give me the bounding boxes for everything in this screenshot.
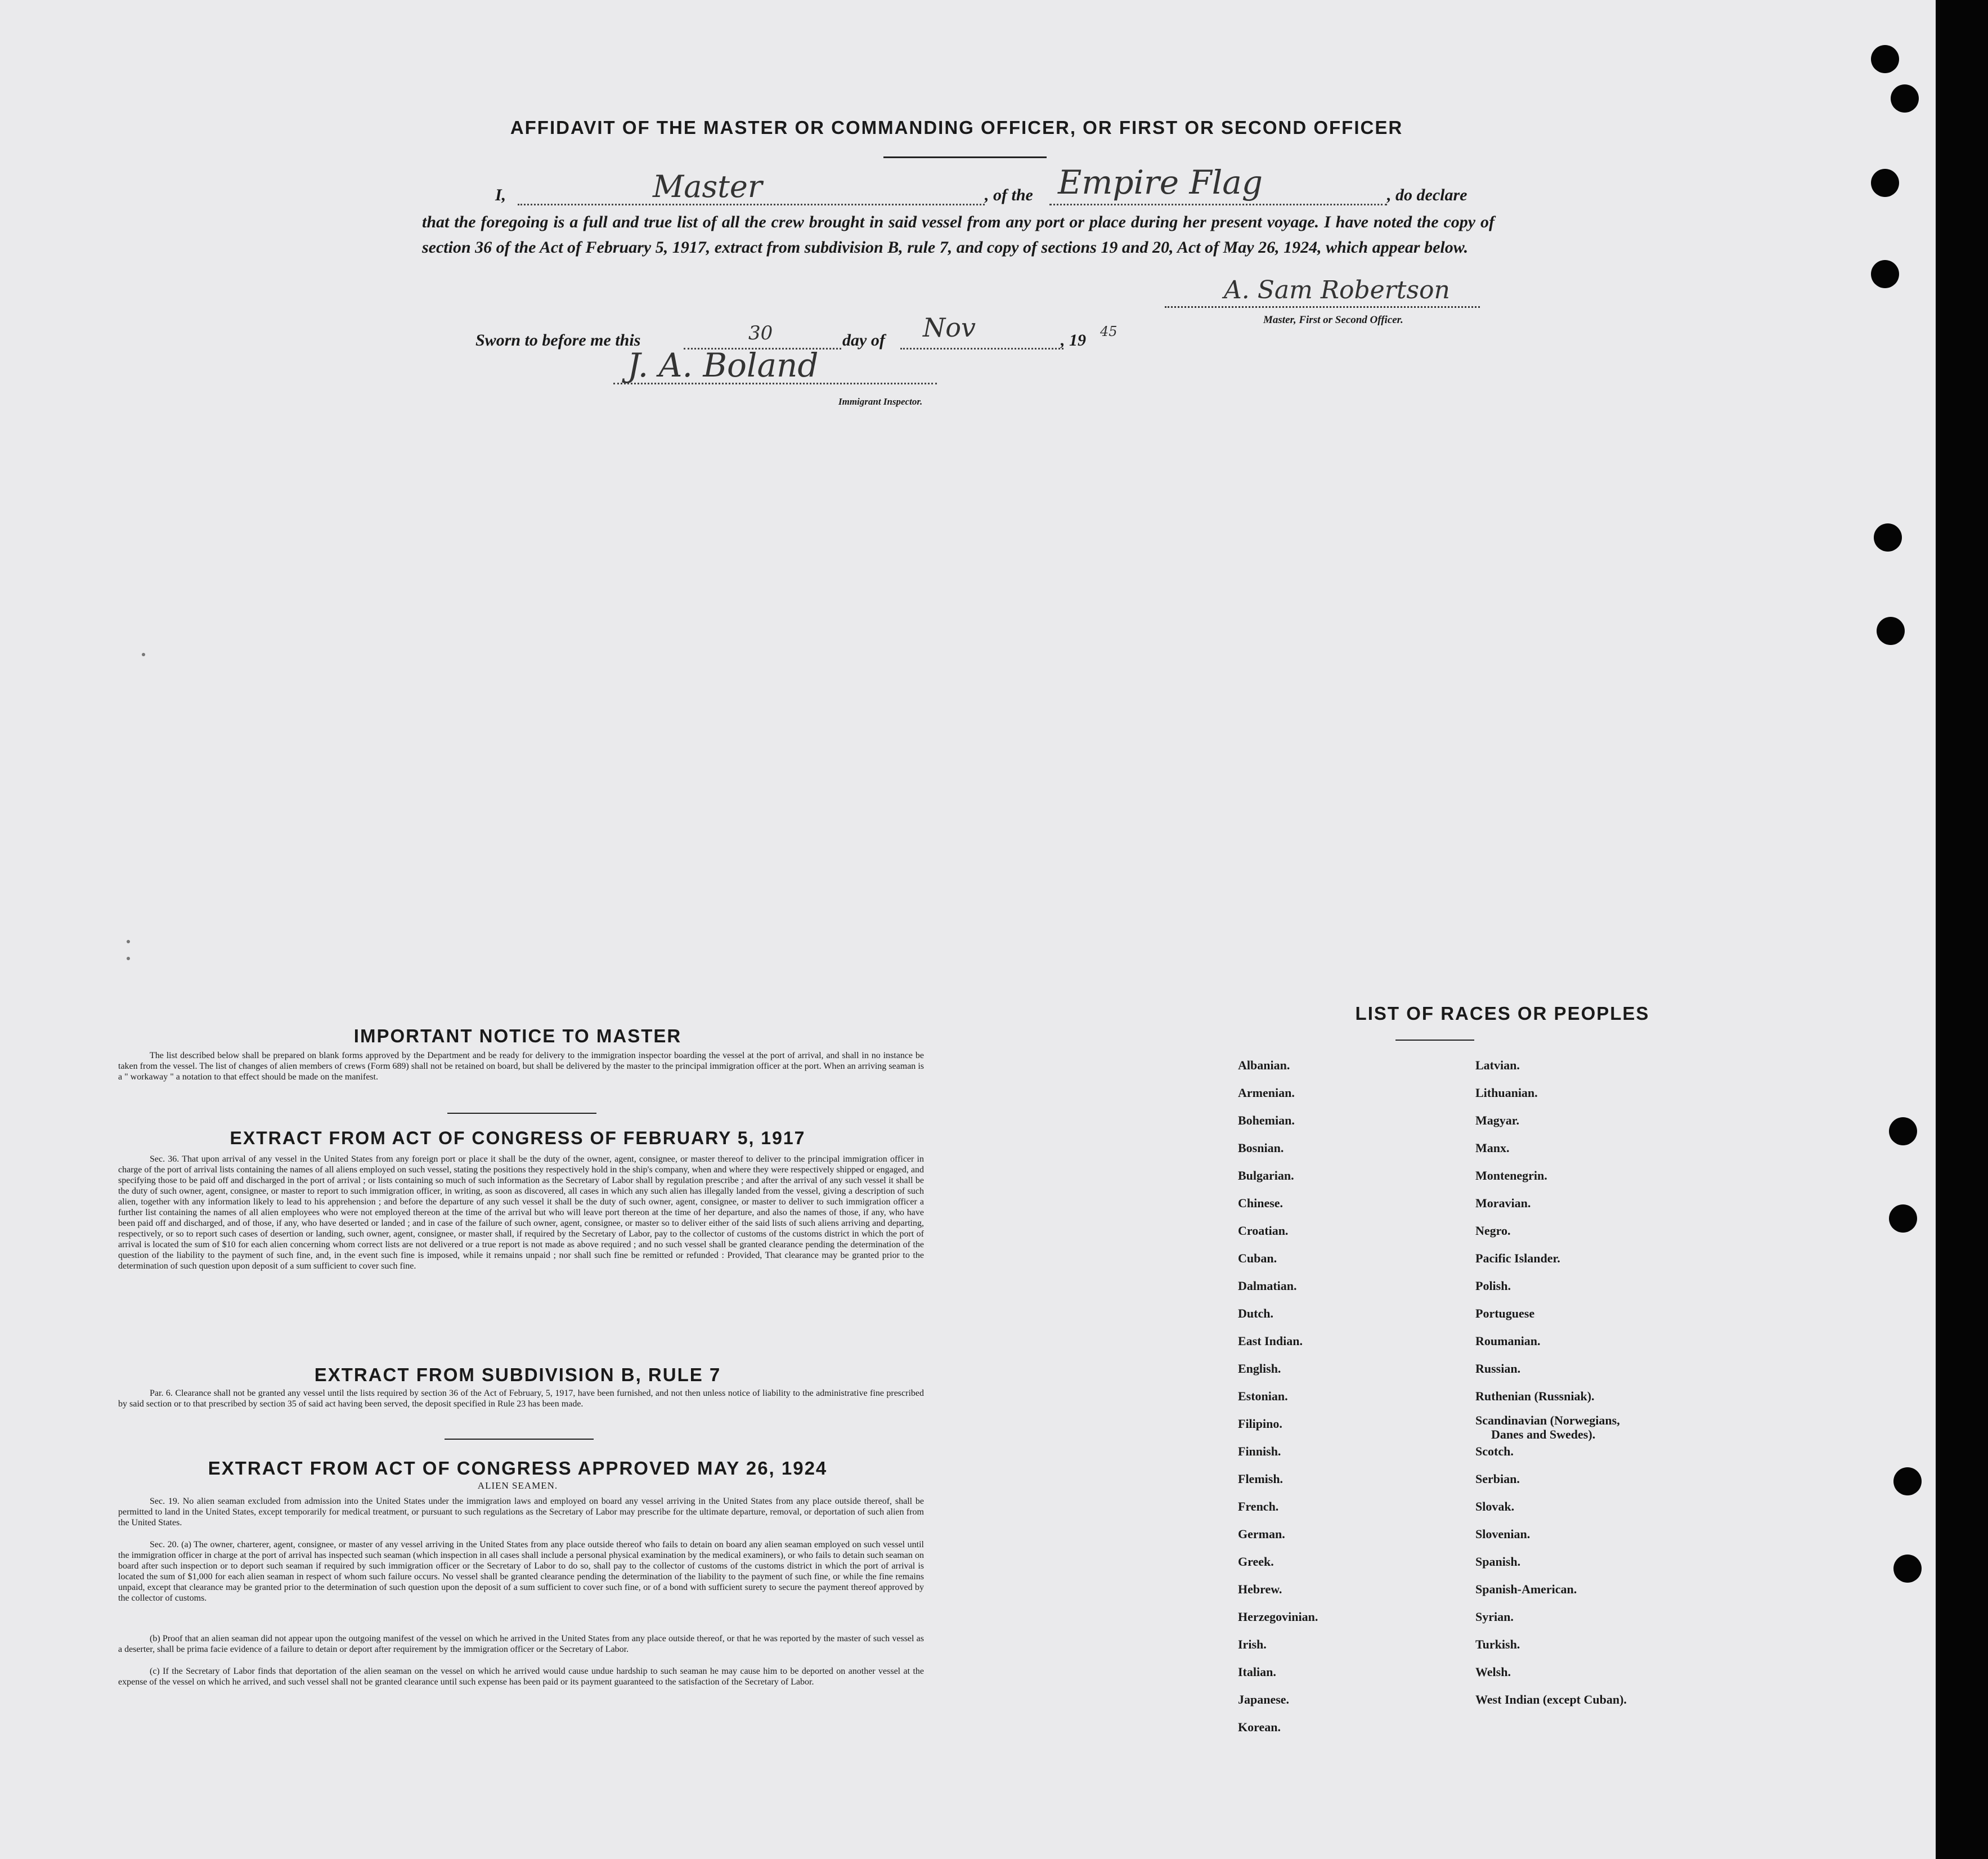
notice-divider [447, 1113, 596, 1114]
binder-hole [1893, 1555, 1922, 1583]
race-item: Albanian. [1238, 1058, 1290, 1072]
race-item: Korean. [1238, 1720, 1281, 1734]
binder-hole [1889, 1204, 1917, 1233]
race-item: Slovak. [1475, 1499, 1515, 1513]
binder-hole [1871, 45, 1899, 73]
binder-hole [1889, 1117, 1917, 1145]
affidavit-body: that the foregoing is a full and true list of all the crew brought in said vessel from any port or place during her present voyage. I have noted the copy of section 36 of the Act of February 5, 1917, extract from subdivision B, rule 7, and copy of sections 19 and 20, Act of May 26, 1924, which appear below. [422, 213, 1495, 257]
race-item: Syrian. [1475, 1610, 1514, 1624]
inspector-signature-line [613, 383, 937, 384]
race-item: Armenian. [1238, 1086, 1295, 1100]
race-item: Spanish. [1475, 1555, 1521, 1569]
race-item: Flemish. [1238, 1472, 1284, 1486]
sworn-day: 30 [748, 322, 773, 344]
race-item: Bosnian. [1238, 1141, 1284, 1155]
extract-1917-title: EXTRACT FROM ACT OF CONGRESS OF FEBRUARY 5, 1917 [230, 1128, 806, 1148]
scan-speck [142, 653, 145, 656]
line1-prefix: I, [495, 186, 506, 204]
race-item: Russian. [1475, 1361, 1521, 1376]
race-item: Irish. [1238, 1637, 1267, 1651]
extract-1924-subtitle: ALIEN SEAMEN. [477, 1480, 558, 1491]
race-item: Latvian. [1475, 1058, 1520, 1072]
race-item: Hebrew. [1238, 1582, 1282, 1596]
binder-hole [1877, 617, 1905, 645]
sec20a-text: Sec. 20. (a) The owner, charterer, agent, consignee, or master of any vessel arriving in the United States from any place outside thereof who fails to detain on board any alien seaman employed on such vessel until the immigration officer in charge at the port of arrival has inspected such seaman (which inspection in all cases shall include a personal physical examination by the medical examiners), or who fails to detain such seaman on board after such inspection or to deport such seaman if required by such immigration officer or the Secretary of Labor to do so, shall pay to the collector of customs of the customs district in which the port of arrival is located the sum of $1,000 for each alien seaman in respect of whom such failure occurs. No vessel shall be granted clearance pending the determination of the liability to the payment of such fine, or while the fine remains unpaid, except that clearance may be granted prior to the determination of such question upon the deposit of a sum sufficient to cover such fine, or of a bond with sufficient surety to secure the payment thereof approved by the collector of customs. [118, 1540, 924, 1603]
race-item: German. [1238, 1527, 1285, 1541]
race-item: Bohemian. [1238, 1113, 1295, 1127]
race-item: Croatian. [1238, 1224, 1289, 1238]
race-item: Filipino. [1238, 1417, 1282, 1431]
sec20c-text: (c) If the Secretary of Labor finds that deportation of the alien seaman on the vessel on which he arrived would cause undue hardship to such seaman he may cause him to be deported on another vessel at the expense of the vessel on which he arrived, and such vessel shall not be granted clearance until such expense has been paid or its payment guaranteed to the satisfaction of the Secretary of Labor. [118, 1667, 924, 1687]
race-item: Pacific Islander. [1475, 1251, 1560, 1265]
race-item: Turkish. [1475, 1637, 1520, 1651]
race-item: Negro. [1475, 1224, 1511, 1238]
notice-title: IMPORTANT NOTICE TO MASTER [353, 1025, 682, 1046]
vessel-blank [1049, 204, 1387, 205]
race-item: Magyar. [1475, 1113, 1520, 1127]
rank-handwritten: Master [653, 169, 762, 204]
inspector-signature: J. A. Boland [627, 346, 819, 384]
race-item: West Indian (except Cuban). [1475, 1692, 1627, 1706]
race-item: Danes and Swedes). [1491, 1427, 1596, 1441]
rule7-divider [445, 1439, 594, 1440]
sec20b-text: (b) Proof that an alien seaman did not appear upon the outgoing manifest of the vessel on which he arrived in the United States from any place outside thereof, or that he was reported by the master of such vessel as a deserter, shall be prima facie evidence of a failure to detain or deport after requirement by the immigration officer or the Secretary of Labor. [118, 1634, 924, 1654]
race-item: Japanese. [1238, 1692, 1290, 1706]
do-declare-label: , do declare [1387, 186, 1468, 204]
race-item: Serbian. [1475, 1472, 1520, 1486]
race-item: Moravian. [1475, 1196, 1531, 1210]
scan-speck [127, 957, 130, 960]
race-item: Cuban. [1238, 1251, 1277, 1265]
sworn-prefix: Sworn to before me this [475, 331, 641, 350]
binder-hole [1874, 523, 1902, 552]
race-item: Chinese. [1238, 1196, 1284, 1210]
scan-edge [1936, 0, 1988, 1859]
race-item: Roumanian. [1475, 1334, 1541, 1348]
affidavit-title: AFFIDAVIT OF THE MASTER OR COMMANDING OFFICER, OR FIRST OR SECOND OFFICER [510, 117, 1403, 138]
race-item: Slovenian. [1475, 1527, 1531, 1541]
scan-speck [127, 940, 130, 943]
race-item: Lithuanian. [1475, 1086, 1538, 1100]
extract-rule7-title: EXTRACT FROM SUBDIVISION B, RULE 7 [314, 1364, 721, 1385]
race-item: Ruthenian (Russniak). [1475, 1389, 1595, 1403]
binder-hole [1891, 84, 1919, 113]
race-item: Portuguese [1475, 1306, 1535, 1320]
race-item: Scandinavian (Norwegians, [1475, 1413, 1620, 1427]
day-of-label: day of [842, 331, 885, 350]
binder-hole [1871, 169, 1899, 197]
race-item: Spanish-American. [1475, 1582, 1577, 1596]
sworn-month: Nov [923, 312, 976, 343]
extract-1924-title: EXTRACT FROM ACT OF CONGRESS APPROVED MAY 26, 1924 [208, 1458, 828, 1479]
sec19-text: Sec. 19. No alien seaman excluded from admission into the United States under the immigration laws and employed on board any vessel arriving in the United States from any place outside thereof, shall be permitted to land in the United States, except temporarily for medical treatment, or pursuant to such regulations as the Secretary of Labor may prescribe for the ultimate departure, removal, or deportation of such alien from the United States. [118, 1497, 924, 1527]
race-item: Greek. [1238, 1555, 1274, 1569]
notice-text: The list described below shall be prepared on blank forms approved by the Department and be ready for delivery to the immigration inspector boarding the vessel at the port of arrival, and shall in no instance be taken from the vessel. The list of changes of alien members of crews (Form 689) shall not be retained on board, but shall be delivered by the master to the principal immigration officer at the port. When an arriving seaman is a " workaway " a notation to that effect should be made on the manifest. [118, 1051, 924, 1082]
race-item: English. [1238, 1361, 1281, 1376]
race-item: Finnish. [1238, 1444, 1281, 1458]
race-item: Herzegovinian. [1238, 1610, 1318, 1624]
race-item: Polish. [1475, 1279, 1511, 1293]
race-item: Montenegrin. [1475, 1168, 1547, 1182]
races-divider [1395, 1040, 1474, 1041]
race-item: Bulgarian. [1238, 1168, 1294, 1182]
race-item: East Indian. [1238, 1334, 1303, 1348]
race-item: Manx. [1475, 1141, 1510, 1155]
of-the-label: , of the [985, 186, 1033, 204]
officer-caption: Master, First or Second Officer. [1263, 314, 1403, 326]
race-item: Scotch. [1475, 1444, 1514, 1458]
inspector-caption: Immigrant Inspector. [838, 396, 923, 407]
race-item: French. [1238, 1499, 1279, 1513]
race-item: Dutch. [1238, 1306, 1273, 1320]
races-title: LIST OF RACES OR PEOPLES [1355, 1003, 1650, 1024]
officer-signature: A. Sam Robertson [1224, 276, 1450, 304]
month-blank [900, 348, 1063, 350]
race-item: Welsh. [1475, 1665, 1511, 1679]
race-item: Dalmatian. [1238, 1279, 1297, 1293]
extract-rule7-text: Par. 6. Clearance shall not be granted any vessel until the lists required by section 36 of the Act of February, 5, 1917, have been furnished, and not then unless notice of liability to the administrative fine prescribed by said section or to that prescribed by section 35 of said act having been served, the deposit specified in Rule 23 has been made. [118, 1388, 924, 1409]
officer-signature-line [1165, 306, 1480, 308]
race-item: Italian. [1238, 1665, 1276, 1679]
binder-hole [1893, 1467, 1922, 1495]
year-prefix: , 19 [1061, 331, 1086, 350]
binder-hole [1871, 260, 1899, 288]
sworn-year: 45 [1100, 324, 1118, 339]
race-item: Estonian. [1238, 1389, 1288, 1403]
title-divider [883, 156, 1047, 158]
extract-1917-text: Sec. 36. That upon arrival of any vessel in the United States from any foreign port or place it shall be the duty of the owner, agent, consignee, or master thereof to deliver to the principal immigration officer in charge of the port of arrival lists containing the names of all aliens employed on such vessel, stating the positions they respectively hold in the ship's company, when and where they were respectively shipped or engaged, and specifying those to be paid off and discharged in the port of arrival ; or lists containing so much of such information as the Secretary of Labor shall by regulation prescribe ; and after the arrival of any such vessel it shall be the duty of such owner, agent, consignee, or master to report to such immigration officer, in writing, as soon as discovered, all cases in which any such alien has illegally landed from the vessel, giving a description of such alien, together with any information likely to lead to his apprehension ; and before the departure of any such vessel it shall be the duty of such owner, agent, consignee, or master to deliver to such immigration officer a further list containing the names of all alien employees who were not employed thereon at the time of the arrival but who will leave port thereon at the time of her departure, and also the names of those, if any, who have been paid off and discharged, and of those, if any, who have deserted or landed ; and in case of the failure of such owner, agent, consignee, or master so to deliver either of the said lists of such aliens arriving and departing, respectively, or so to report such cases of desertion or landing, such owner, agent, consignee, or master shall, if required by the Secretary of Labor, pay to the collector of customs of the customs district in which the port of arrival is located the sum of $10 for each alien concerning whom correct lists are not delivered or a true report is not made as above required ; and no such vessel shall be granted clearance pending the determination of the question of the liability to the payment of such fine, and, in the event such fine is imposed, while it remains unpaid ; nor shall such fine be remitted or refunded : Provided, That clearance may be granted prior to the determination of such question upon deposit of a sum sufficient to cover such fine. [118, 1154, 924, 1271]
vessel-handwritten: Empire Flag [1058, 163, 1263, 201]
